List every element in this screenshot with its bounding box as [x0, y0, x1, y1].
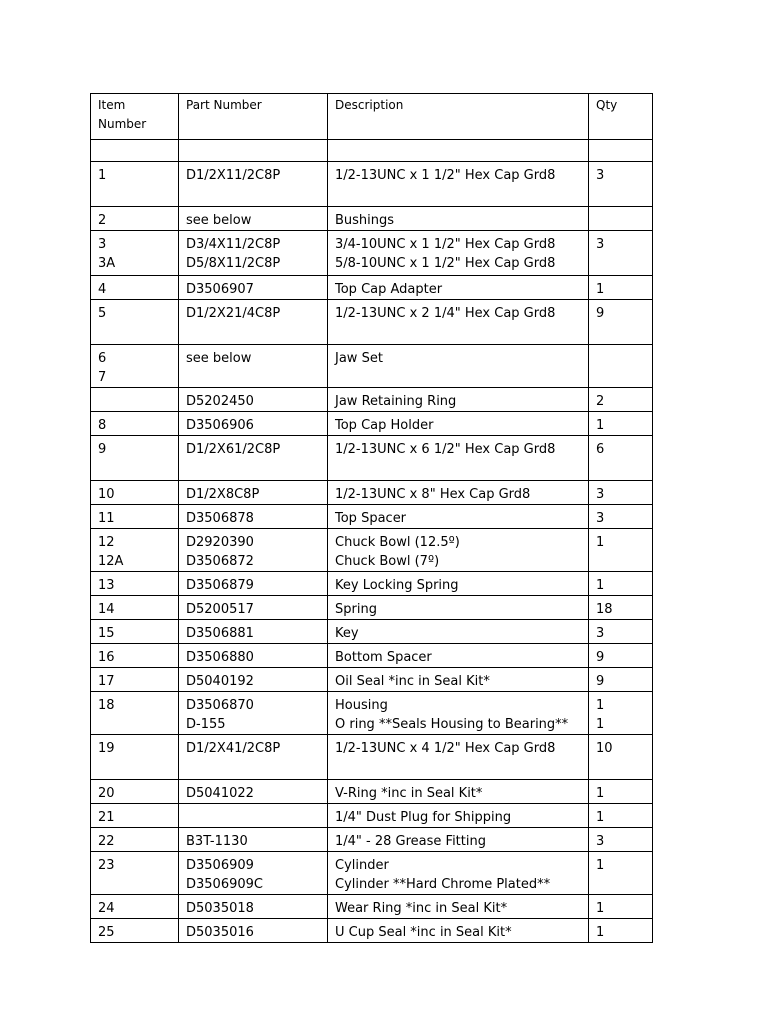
qty-cell [589, 276, 653, 300]
description-cell [328, 231, 589, 276]
part-number: see below [186, 351, 252, 366]
item-number: 6 [98, 351, 107, 366]
item-number: 14 [98, 602, 115, 617]
item-number-cell [91, 596, 179, 620]
description: Bushings [335, 213, 395, 228]
description: Top Spacer [335, 511, 407, 526]
table-row [91, 300, 653, 345]
description-cell [328, 895, 589, 919]
qty: 3 [596, 511, 605, 526]
item-number-cell [91, 300, 179, 345]
qty-cell [589, 780, 653, 804]
table-row [91, 505, 653, 529]
part-number: D3506909 [186, 858, 254, 873]
qty: 1 [596, 717, 605, 732]
qty-cell [589, 436, 653, 481]
item-number-cell [91, 162, 179, 207]
part-number-cell [179, 300, 328, 345]
table-row [91, 620, 653, 644]
qty-cell [589, 529, 653, 572]
table-row [91, 140, 653, 162]
qty: 1 [596, 901, 605, 916]
part-number-cell [179, 692, 328, 735]
item-number-cell [91, 668, 179, 692]
item-number: 8 [98, 418, 107, 433]
item-number: 10 [98, 487, 115, 502]
item-number-cell [91, 852, 179, 895]
description: 1/2-13UNC x 4 1/2" Hex Cap Grd8 [335, 741, 556, 756]
description-cell [328, 692, 589, 735]
description: Top Cap Holder [335, 418, 434, 433]
header-item-number-line: Number [98, 117, 147, 131]
part-number: D5200517 [186, 602, 254, 617]
item-number-cell [91, 692, 179, 735]
item-number-cell [91, 481, 179, 505]
description-cell [328, 804, 589, 828]
qty: 3 [596, 626, 605, 641]
part-number-cell [179, 231, 328, 276]
table-row [91, 207, 653, 231]
qty-cell [589, 162, 653, 207]
description-cell [328, 668, 589, 692]
part-number: D5202450 [186, 394, 254, 409]
part-number: D1/2X8C8P [186, 487, 260, 502]
item-number: 12A [98, 554, 124, 569]
description-cell [328, 828, 589, 852]
qty-cell [589, 572, 653, 596]
part-number-cell [179, 780, 328, 804]
item-number: 15 [98, 626, 115, 641]
description: 1/4" Dust Plug for Shipping [335, 810, 512, 825]
table-row [91, 735, 653, 780]
description: 1/4" - 28 Grease Fitting [335, 834, 486, 849]
part-number-cell [179, 919, 328, 943]
item-number-cell [91, 529, 179, 572]
description: Chuck Bowl (7º) [335, 554, 440, 569]
qty: 1 [596, 535, 605, 550]
qty: 1 [596, 418, 605, 433]
description-cell [328, 481, 589, 505]
part-number-cell [179, 644, 328, 668]
header-qty [589, 94, 653, 140]
part-number: D3506872 [186, 554, 254, 569]
description: Wear Ring *inc in Seal Kit* [335, 901, 508, 916]
table-row [91, 780, 653, 804]
qty-cell [589, 140, 653, 162]
part-number: D3506881 [186, 626, 254, 641]
part-number-cell [179, 735, 328, 780]
description: Key [335, 626, 359, 641]
qty: 6 [596, 442, 605, 457]
description: 5/8-10UNC x 1 1/2" Hex Cap Grd8 [335, 256, 556, 271]
description: 3/4-10UNC x 1 1/2" Hex Cap Grd8 [335, 237, 556, 252]
item-number: 1 [98, 168, 107, 183]
qty-cell [589, 300, 653, 345]
part-number: D1/2X41/2C8P [186, 741, 281, 756]
part-number: D3506907 [186, 282, 254, 297]
table-row [91, 804, 653, 828]
qty-cell [589, 481, 653, 505]
description: Housing [335, 698, 388, 713]
part-number-cell [179, 207, 328, 231]
item-number-cell [91, 345, 179, 388]
description: Jaw Set [335, 351, 383, 366]
item-number-cell [91, 828, 179, 852]
parts-list-body [91, 94, 653, 943]
item-number-cell [91, 919, 179, 943]
header-part-number [179, 94, 328, 140]
table-row [91, 412, 653, 436]
description-cell [328, 529, 589, 572]
part-number: see below [186, 213, 252, 228]
description: 1/2-13UNC x 2 1/4" Hex Cap Grd8 [335, 306, 556, 321]
table-row [91, 436, 653, 481]
item-number-cell [91, 620, 179, 644]
description: Chuck Bowl (12.5º) [335, 535, 460, 550]
table-row [91, 572, 653, 596]
item-number: 3 [98, 237, 107, 252]
part-number-cell [179, 852, 328, 895]
item-number: 5 [98, 306, 107, 321]
qty-cell [589, 895, 653, 919]
header-item-number [91, 94, 179, 140]
item-number: 3A [98, 256, 116, 271]
part-number: D1/2X11/2C8P [186, 168, 281, 183]
qty: 1 [596, 282, 605, 297]
description: Key Locking Spring [335, 578, 459, 593]
item-number: 22 [98, 834, 115, 849]
part-number-cell [179, 895, 328, 919]
item-number-cell [91, 207, 179, 231]
parts-list-table [90, 93, 653, 943]
description-cell [328, 276, 589, 300]
description: Top Cap Adapter [335, 282, 443, 297]
qty-cell [589, 692, 653, 735]
description-cell [328, 596, 589, 620]
description-cell [328, 436, 589, 481]
item-number: 11 [98, 511, 115, 526]
item-number-cell [91, 231, 179, 276]
description-cell [328, 735, 589, 780]
part-number: D3/4X11/2C8P [186, 237, 281, 252]
item-number: 18 [98, 698, 115, 713]
table-row [91, 345, 653, 388]
part-number-cell [179, 804, 328, 828]
qty-cell [589, 735, 653, 780]
item-number-cell [91, 505, 179, 529]
description: Jaw Retaining Ring [335, 394, 457, 409]
table-row [91, 231, 653, 276]
part-number: D5040192 [186, 674, 254, 689]
table-row [91, 919, 653, 943]
part-number-cell [179, 345, 328, 388]
item-number: 7 [98, 370, 107, 385]
description-cell [328, 140, 589, 162]
item-number-cell [91, 572, 179, 596]
table-row [91, 692, 653, 735]
table-row [91, 162, 653, 207]
table-row [91, 668, 653, 692]
part-number: D5035018 [186, 901, 254, 916]
header-description [328, 94, 589, 140]
item-number-cell [91, 276, 179, 300]
qty: 1 [596, 698, 605, 713]
qty: 2 [596, 394, 605, 409]
qty-cell [589, 207, 653, 231]
description-cell [328, 919, 589, 943]
qty-cell [589, 828, 653, 852]
part-number-cell [179, 620, 328, 644]
item-number-cell [91, 895, 179, 919]
qty-cell [589, 412, 653, 436]
description: Bottom Spacer [335, 650, 432, 665]
qty: 3 [596, 834, 605, 849]
header-part-number-label: Part Number [186, 98, 262, 112]
item-number: 16 [98, 650, 115, 665]
qty: 3 [596, 168, 605, 183]
part-number: D-155 [186, 717, 226, 732]
part-number-cell [179, 140, 328, 162]
description-cell [328, 620, 589, 644]
part-number-cell [179, 436, 328, 481]
part-number: D1/2X21/4C8P [186, 306, 281, 321]
part-number: D3506870 [186, 698, 254, 713]
part-number: D1/2X61/2C8P [186, 442, 281, 457]
item-number: 24 [98, 901, 115, 916]
item-number-cell [91, 780, 179, 804]
description: V-Ring *inc in Seal Kit* [335, 786, 483, 801]
item-number: 9 [98, 442, 107, 457]
item-number-cell [91, 412, 179, 436]
item-number-cell [91, 436, 179, 481]
qty-cell [589, 804, 653, 828]
table-header-row [91, 94, 653, 140]
qty-cell [589, 919, 653, 943]
description: 1/2-13UNC x 8" Hex Cap Grd8 [335, 487, 531, 502]
qty: 3 [596, 237, 605, 252]
part-number-cell [179, 162, 328, 207]
qty-cell [589, 644, 653, 668]
part-number: D5/8X11/2C8P [186, 256, 281, 271]
part-number-cell [179, 529, 328, 572]
description-cell [328, 644, 589, 668]
header-item-number-line: Item [98, 98, 126, 112]
qty: 1 [596, 578, 605, 593]
table-row [91, 388, 653, 412]
description-cell [328, 572, 589, 596]
description: O ring **Seals Housing to Bearing** [335, 717, 569, 732]
item-number-cell [91, 388, 179, 412]
item-number: 21 [98, 810, 115, 825]
qty-cell [589, 388, 653, 412]
item-number: 19 [98, 741, 115, 756]
description-cell [328, 300, 589, 345]
description-cell [328, 780, 589, 804]
description-cell [328, 345, 589, 388]
qty: 3 [596, 487, 605, 502]
item-number: 4 [98, 282, 107, 297]
table-row [91, 529, 653, 572]
description-cell [328, 207, 589, 231]
description-cell [328, 388, 589, 412]
description: Spring [335, 602, 377, 617]
part-number: D3506878 [186, 511, 254, 526]
item-number: 20 [98, 786, 115, 801]
part-number: D2920390 [186, 535, 254, 550]
part-number-cell [179, 412, 328, 436]
description: U Cup Seal *inc in Seal Kit* [335, 925, 512, 940]
part-number-cell [179, 276, 328, 300]
qty-cell [589, 596, 653, 620]
description-cell [328, 505, 589, 529]
part-number: D3506879 [186, 578, 254, 593]
table-row [91, 895, 653, 919]
part-number-cell [179, 505, 328, 529]
table-row [91, 276, 653, 300]
part-number: D5041022 [186, 786, 254, 801]
part-number-cell [179, 388, 328, 412]
qty: 1 [596, 925, 605, 940]
description: Oil Seal *inc in Seal Kit* [335, 674, 490, 689]
qty-cell [589, 505, 653, 529]
qty: 1 [596, 786, 605, 801]
item-number: 23 [98, 858, 115, 873]
header-description-label: Description [335, 98, 404, 112]
item-number: 12 [98, 535, 115, 550]
table-row [91, 644, 653, 668]
part-number-cell [179, 668, 328, 692]
item-number-cell [91, 735, 179, 780]
item-number-cell [91, 644, 179, 668]
qty-cell [589, 620, 653, 644]
table-row [91, 481, 653, 505]
part-number-cell [179, 596, 328, 620]
description-cell [328, 412, 589, 436]
description: 1/2-13UNC x 6 1/2" Hex Cap Grd8 [335, 442, 556, 457]
item-number: 2 [98, 213, 107, 228]
description-cell [328, 852, 589, 895]
qty: 9 [596, 306, 605, 321]
description: Cylinder **Hard Chrome Plated** [335, 877, 551, 892]
qty-cell [589, 231, 653, 276]
part-number: D3506909C [186, 877, 263, 892]
item-number: 25 [98, 925, 115, 940]
qty-cell [589, 345, 653, 388]
part-number: D3506880 [186, 650, 254, 665]
part-number-cell [179, 828, 328, 852]
qty-cell [589, 668, 653, 692]
table-row [91, 596, 653, 620]
qty: 10 [596, 741, 613, 756]
qty: 1 [596, 810, 605, 825]
table-row [91, 852, 653, 895]
table-row [91, 828, 653, 852]
description-cell [328, 162, 589, 207]
qty: 9 [596, 674, 605, 689]
item-number: 13 [98, 578, 115, 593]
item-number-cell [91, 140, 179, 162]
qty: 1 [596, 858, 605, 873]
part-number: D5035016 [186, 925, 254, 940]
part-number-cell [179, 481, 328, 505]
qty: 18 [596, 602, 613, 617]
description: 1/2-13UNC x 1 1/2" Hex Cap Grd8 [335, 168, 556, 183]
part-number: D3506906 [186, 418, 254, 433]
qty-cell [589, 852, 653, 895]
item-number-cell [91, 804, 179, 828]
header-qty-label: Qty [596, 98, 618, 112]
description: Cylinder [335, 858, 389, 873]
qty: 9 [596, 650, 605, 665]
part-number: B3T-1130 [186, 834, 248, 849]
part-number-cell [179, 572, 328, 596]
item-number: 17 [98, 674, 115, 689]
